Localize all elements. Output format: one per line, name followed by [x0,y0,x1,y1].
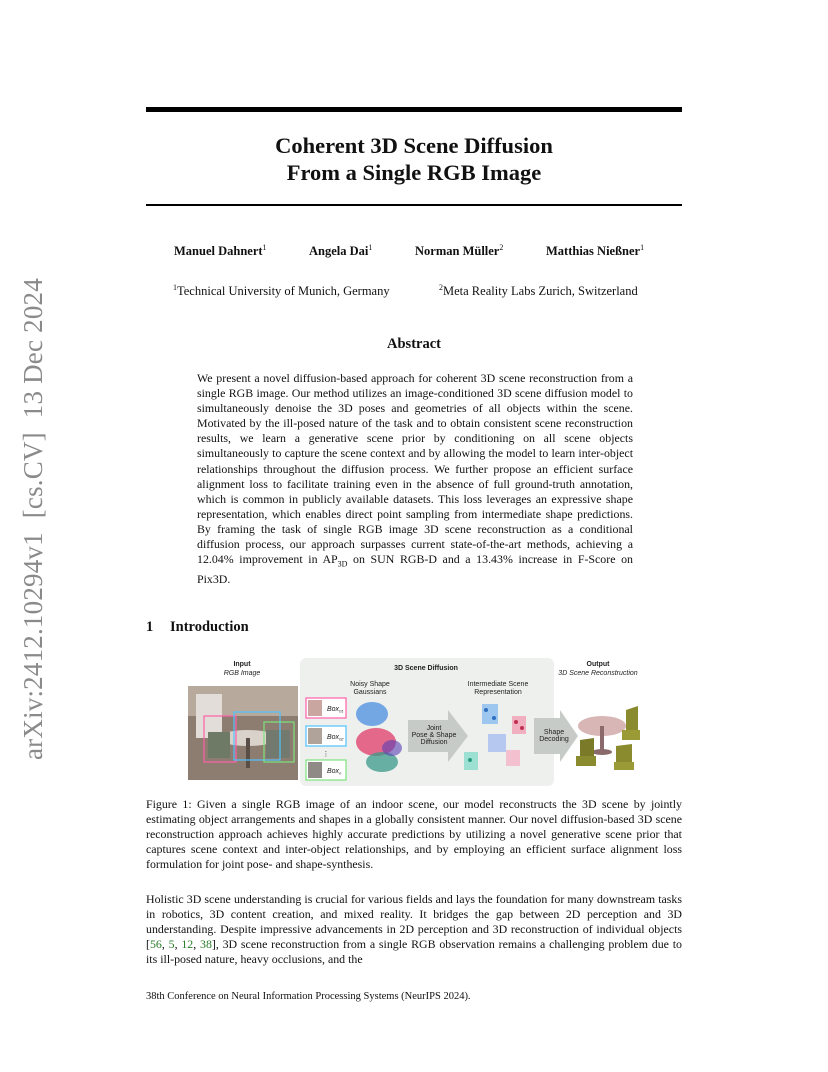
joint-label-line-2: Pose & Shape [411,732,457,739]
box-crop-n [306,760,346,780]
decoding-label-line-2: Decoding [539,736,569,743]
noisy-label-line-1: Noisy Shape [350,681,390,688]
affiliation-1: $^1$Technical University of Munich, Germany [173,283,390,298]
figure-diffusion-title: 3D Scene Diffusion [394,665,458,672]
box-crop-1 [306,698,346,718]
box-label-n: Box$_n$ [327,768,342,776]
box-label-1: Box$_{01}$ [327,706,344,714]
noisy-label-line-2: Gaussians [353,689,387,696]
title-rule-top [146,107,682,112]
joint-label-line-1: Joint [426,725,442,732]
joint-label-line-3: Diffusion [420,739,448,746]
intermediate-label-line-1: Intermediate Scene [467,681,529,688]
paper-title-line-1: Coherent 3D Scene Diffusion [275,133,553,158]
citation-link[interactable]: 56 [149,937,162,952]
author-2: Angela Dai$^1$ [309,243,373,258]
figure-output-subtitle: 3D Scene Reconstruction [558,670,638,677]
abstract-text: We present a novel diffusion-based approach for coherent 3D scene reconstruction from a single RGB image. Our method utilizes an image-conditioned 3D scene diffusion model to simultaneously denoise the 3D poses and geometries of all objects within the scene. Motivated by the ill-posed nature of the task and to obtain consistent scene reconstruction results, we learn a generative scene prior by conditioning on all scene objects simultaneously to capture the scene context and by allowing the model to learn inter-object relationships throughout the diffusion process. We further propose an efficient surface alignment loss to facilitate training even in the absence of full ground-truth annotation, which is common in publicly available datasets. This loss leverages an expressive shape representation, which enables direct point sampling from intermediate shape predictions. By framing the task of single RGB image 3D scene reconstruction as a conditional diffusion process, our approach surpasses current state-of-the-art methods, achieving a 12.04% improvement in $AP_{3D}$ on SUN RGB-D and a 13.43% increase in F-Score on Pix3D. [197,371,633,586]
abstract-heading: Abstract [387,336,441,352]
intermediate-label-line-2: Representation [474,689,522,696]
citation-link[interactable]: 38 [200,937,212,952]
author-4: Matthias Nießner$^1$ [546,243,645,258]
box-ellipsis: ⋮ [322,751,330,758]
figure-output-title: Output [586,661,610,668]
author-1: Manuel Dahnert$^1$ [174,243,267,258]
introduction-paragraph: Holistic 3D scene understanding is crucial for various fields and lays the foundation for many downstream tasks in robotics, 3D content creation, and mixed reality. It bridges the gap between 2D perception and 3D understanding. Despite impressive advancements in 2D perception and 3D reconstruction of individual objects [56, 5, 12, 38], 3D scene reconstruction from a single RGB observation remains a challenging problem due to its ill-posed nature, heavy occlusions, and the [146,892,682,967]
author-3: Norman Müller$^2$ [415,243,504,258]
title-rule-bottom [146,204,682,206]
box-label-2: Box$_{02}$ [327,734,344,742]
figure-input-title: Input [233,661,251,668]
figure-1-caption: Figure 1: Given a single RGB image of an indoor scene, our model reconstructs the 3D scene by jointly estimating object arrangements and shapes in a globally consistent manner. Our novel diffusion-based 3D scene reconstruction approach achieves highly accurate predictions by utilizing a novel generative scene prior that captures scene context and inter-object relationships, and by employing an efficient surface alignment loss formulation for joint pose- and shape-synthesis. [146,797,682,872]
citation-link[interactable]: 5 [168,937,175,952]
paper-title-line-2: From a Single RGB Image [286,160,542,185]
section-heading-introduction: 1 Introduction [146,619,249,635]
citation-link[interactable]: 12 [181,937,194,952]
figure-input-subtitle: RGB Image [223,670,261,677]
arxiv-identifier: arXiv:2412.10294v1 [cs.CV] 13 Dec 2024 [18,278,48,760]
conference-footer: 38th Conference on Neural Information Processing Systems (NeurIPS 2024). [146,991,471,1002]
output-scene-icon [576,706,640,770]
affiliation-2: $^2$Meta Reality Labs Zurich, Switzerland [439,283,638,298]
figure-1-pipeline [186,656,642,788]
box-crop-2 [306,726,346,746]
decoding-label-line-1: Shape [543,729,565,736]
